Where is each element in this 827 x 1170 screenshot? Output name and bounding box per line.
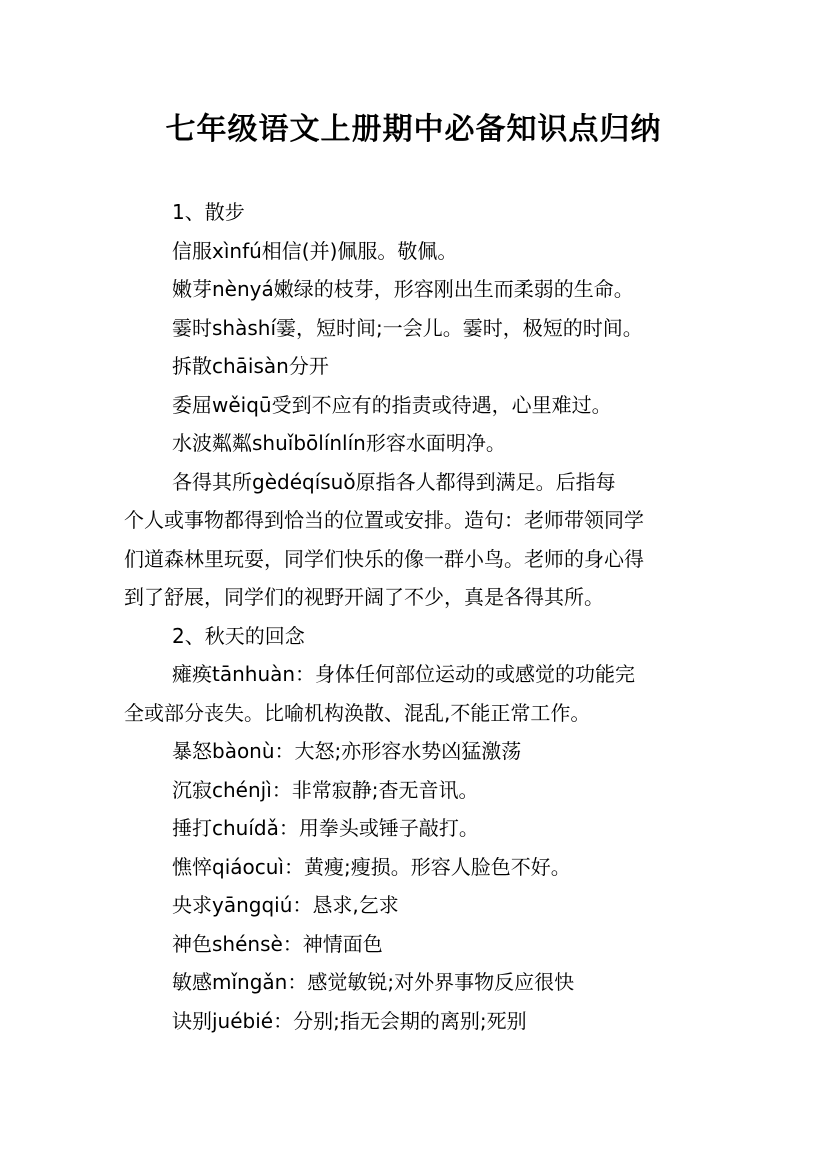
vocab-entry: 拆散chāisàn分开 — [172, 354, 329, 378]
vocab-entry: 敏感mǐngǎn：感觉敏锐;对外界事物反应很快 — [172, 970, 575, 994]
vocab-entry: 信服xìnfú相信(并)佩服。敬佩。 — [172, 238, 458, 263]
vocab-entry: 沉寂chénjì：非常寂静;杳无音讯。 — [172, 777, 479, 802]
document-body — [124, 193, 724, 1040]
section-heading-2: 2、秋天的回念 — [172, 623, 305, 648]
paragraph-line: 们道森林里玩耍，同学们快乐的像一群小鸟。老师的身心得 — [124, 546, 644, 571]
document-title: 七年级语文上册期中必备知识点归纳 — [165, 112, 662, 147]
section-heading-1: 1、散步 — [172, 200, 245, 224]
vocab-entry: 瘫痪tānhuàn：身体任何部位运动的或感觉的功能完 — [172, 662, 636, 686]
vocab-entry: 嫩芽nènyá嫩绿的枝芽，形容刚出生而柔弱的生命。 — [172, 277, 634, 301]
vocab-entry: 央求yāngqiú：恳求,乞求 — [172, 893, 399, 917]
paragraph-line: 个人或事物都得到恰当的位置或安排。造句：老师带领同学 — [124, 508, 644, 532]
vocab-entry: 委屈wěiqū受到不应有的指责或待遇，心里难过。 — [172, 392, 612, 417]
paragraph-line: 到了舒展，同学们的视野开阔了不少，真是各得其所。 — [124, 585, 604, 609]
vocab-entry: 神色shénsè：神情面色 — [172, 931, 383, 956]
vocab-entry: 水波粼粼shuǐbōlínlín形容水面明净。 — [172, 431, 506, 455]
vocab-entry: 诀别juébié：分别;指无会期的离别;死别 — [172, 1008, 527, 1033]
paragraph-line: 全或部分丧失。比喻机构涣散、混乱,不能正常工作。 — [124, 700, 591, 725]
vocab-entry: 捶打chuídǎ：用拳头或锤子敲打。 — [172, 816, 479, 840]
vocab-entry: 暴怒bàonù：大怒;亦形容水势凶猛激荡 — [172, 739, 522, 763]
vocab-entry: 憔悴qiáocuì：黄瘦;瘦损。形容人脸色不好。 — [172, 854, 571, 879]
vocab-entry: 霎时shàshí霎，短时间;一会儿。霎时，极短的时间。 — [172, 315, 643, 340]
vocab-entry: 各得其所gèdéqísuǒ原指各人都得到满足。后指每 — [172, 469, 616, 494]
